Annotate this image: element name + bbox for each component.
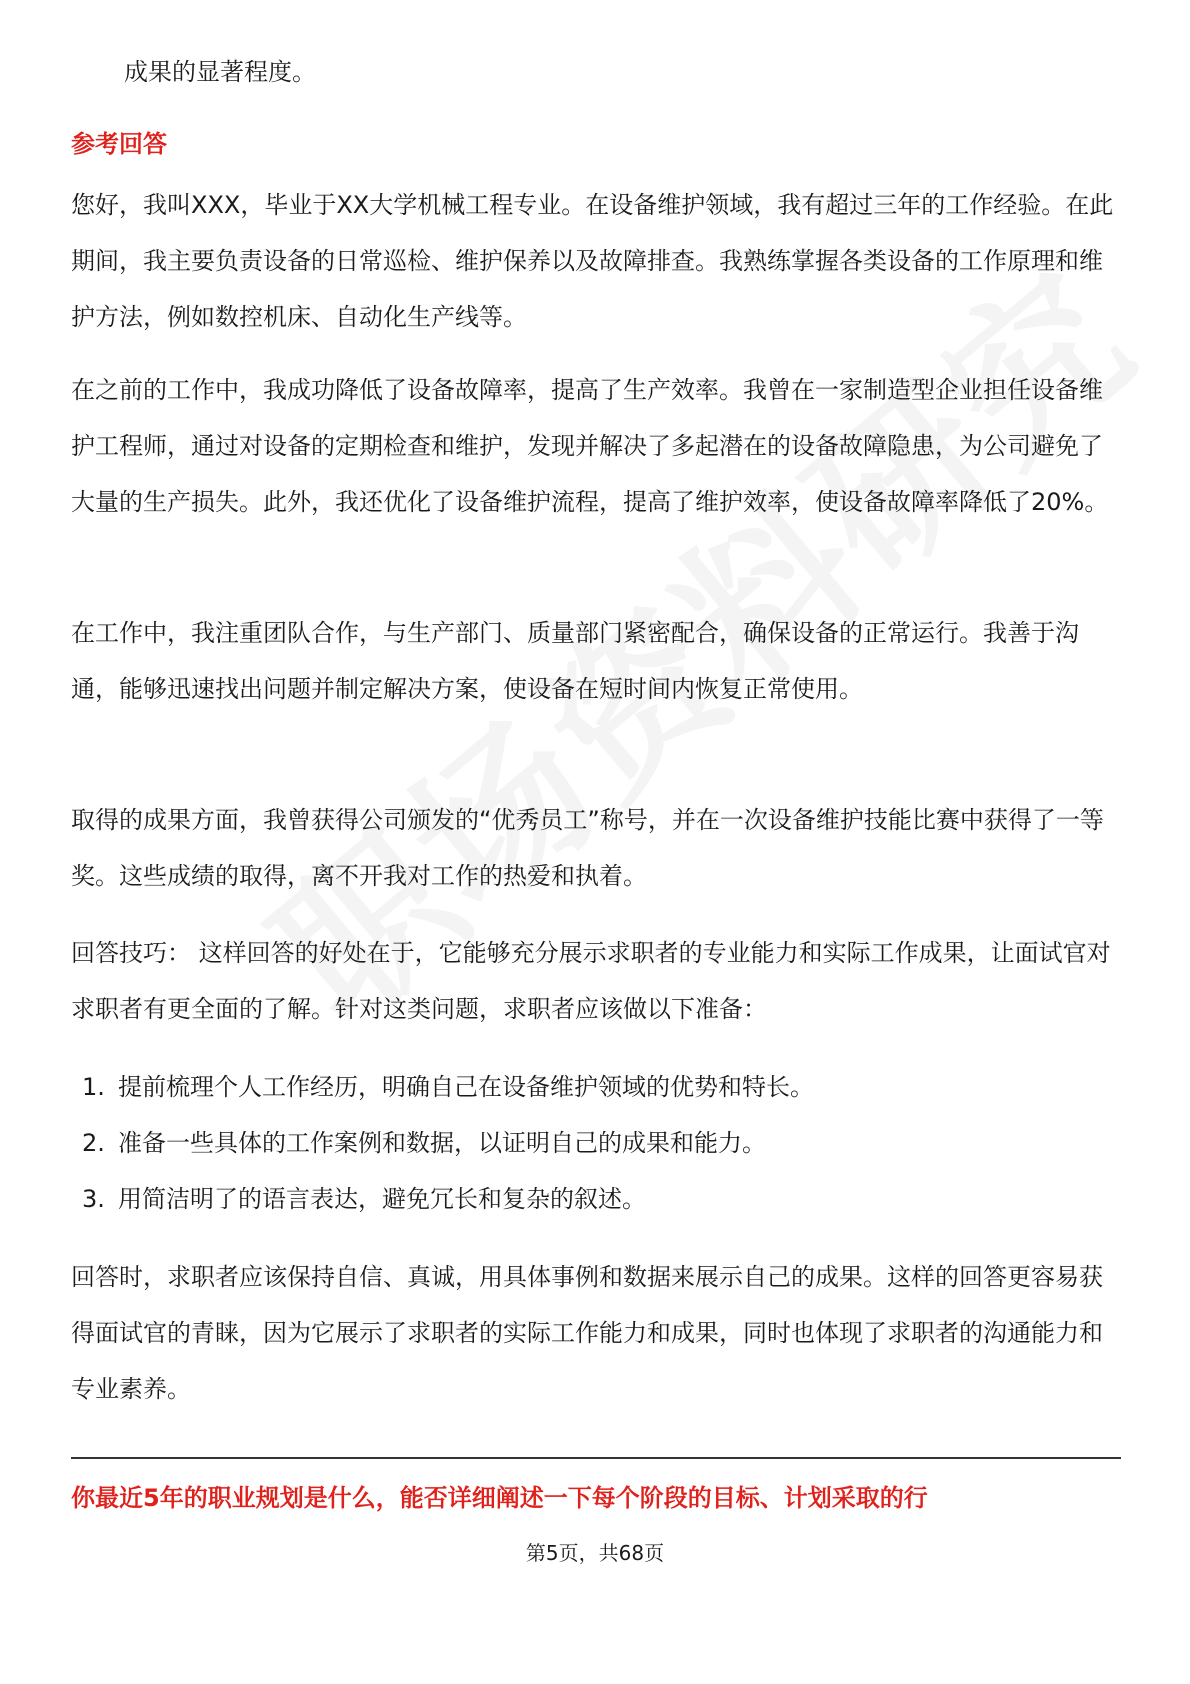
section-divider [71, 1457, 1121, 1459]
list-item-number: 3. [82, 1185, 105, 1213]
next-question-heading: 你最近5年的职业规划是什么，能否详细阐述一下每个阶段的目标、计划采取的行 [71, 1484, 928, 1512]
list-item-text: 提前梳理个人工作经历，明确自己在设备维护领域的优势和特长。 [118, 1073, 814, 1101]
section-title: 参考回答 [71, 130, 167, 158]
paragraph-awards: 取得的成果方面，我曾获得公司颁发的“优秀员工”称号，并在一次设备维护技能比赛中获得了一等奖。这些成绩的取得，离不开我对工作的热爱和执着。 [71, 806, 1104, 890]
list-item-text: 准备一些具体的工作案例和数据，以证明自己的成果和能力。 [118, 1129, 766, 1157]
continuation-text: 成果的显著程度。 [124, 58, 316, 86]
list-item-text: 用简洁明了的语言表达，避免冗长和复杂的叙述。 [118, 1185, 646, 1213]
paragraph-answer-tips: 回答技巧： 这样回答的好处在于，它能够充分展示求职者的专业能力和实际工作成果，让面试官对求职者有更全面的了解。针对这类问题，求职者应该做以下准备： [71, 939, 1111, 1023]
tips-list [71, 1059, 814, 1227]
list-item [71, 1115, 814, 1171]
page-number: 第5页，共68页 [525, 1541, 665, 1565]
paragraph-intro: 您好，我叫XXX，毕业于XX大学机械工程专业。在设备维护领域，我有超过三年的工作经验。在此期间，我主要负责设备的日常巡检、维护保养以及故障排查。我熟练掌握各类设备的工作原理和维护方法，例如数控机床、自动化生产线等。 [71, 191, 1114, 331]
paragraph-conclusion: 回答时，求职者应该保持自信、真诚，用具体事例和数据来展示自己的成果。这样的回答更容易获得面试官的青睐，因为它展示了求职者的实际工作能力和成果，同时也体现了求职者的沟通能力和专业素养。 [71, 1263, 1103, 1403]
paragraph-teamwork: 在工作中，我注重团队合作，与生产部门、质量部门紧密配合，确保设备的正常运行。我善于沟通，能够迅速找出问题并制定解决方案，使设备在短时间内恢复正常使用。 [71, 619, 1079, 703]
paragraph-achievements: 在之前的工作中，我成功降低了设备故障率，提高了生产效率。我曾在一家制造型企业担任设备维护工程师，通过对设备的定期检查和维护，发现并解决了多起潜在的设备故障隐患，为公司避免了大量的生产损失。此外，我还优化了设备维护流程，提高了维护效率，使设备故障率降低了20%。 [71, 376, 1109, 516]
list-item-number: 1. [82, 1073, 105, 1101]
list-item-number: 2. [82, 1129, 105, 1157]
list-item [71, 1171, 814, 1227]
list-item [71, 1059, 814, 1115]
